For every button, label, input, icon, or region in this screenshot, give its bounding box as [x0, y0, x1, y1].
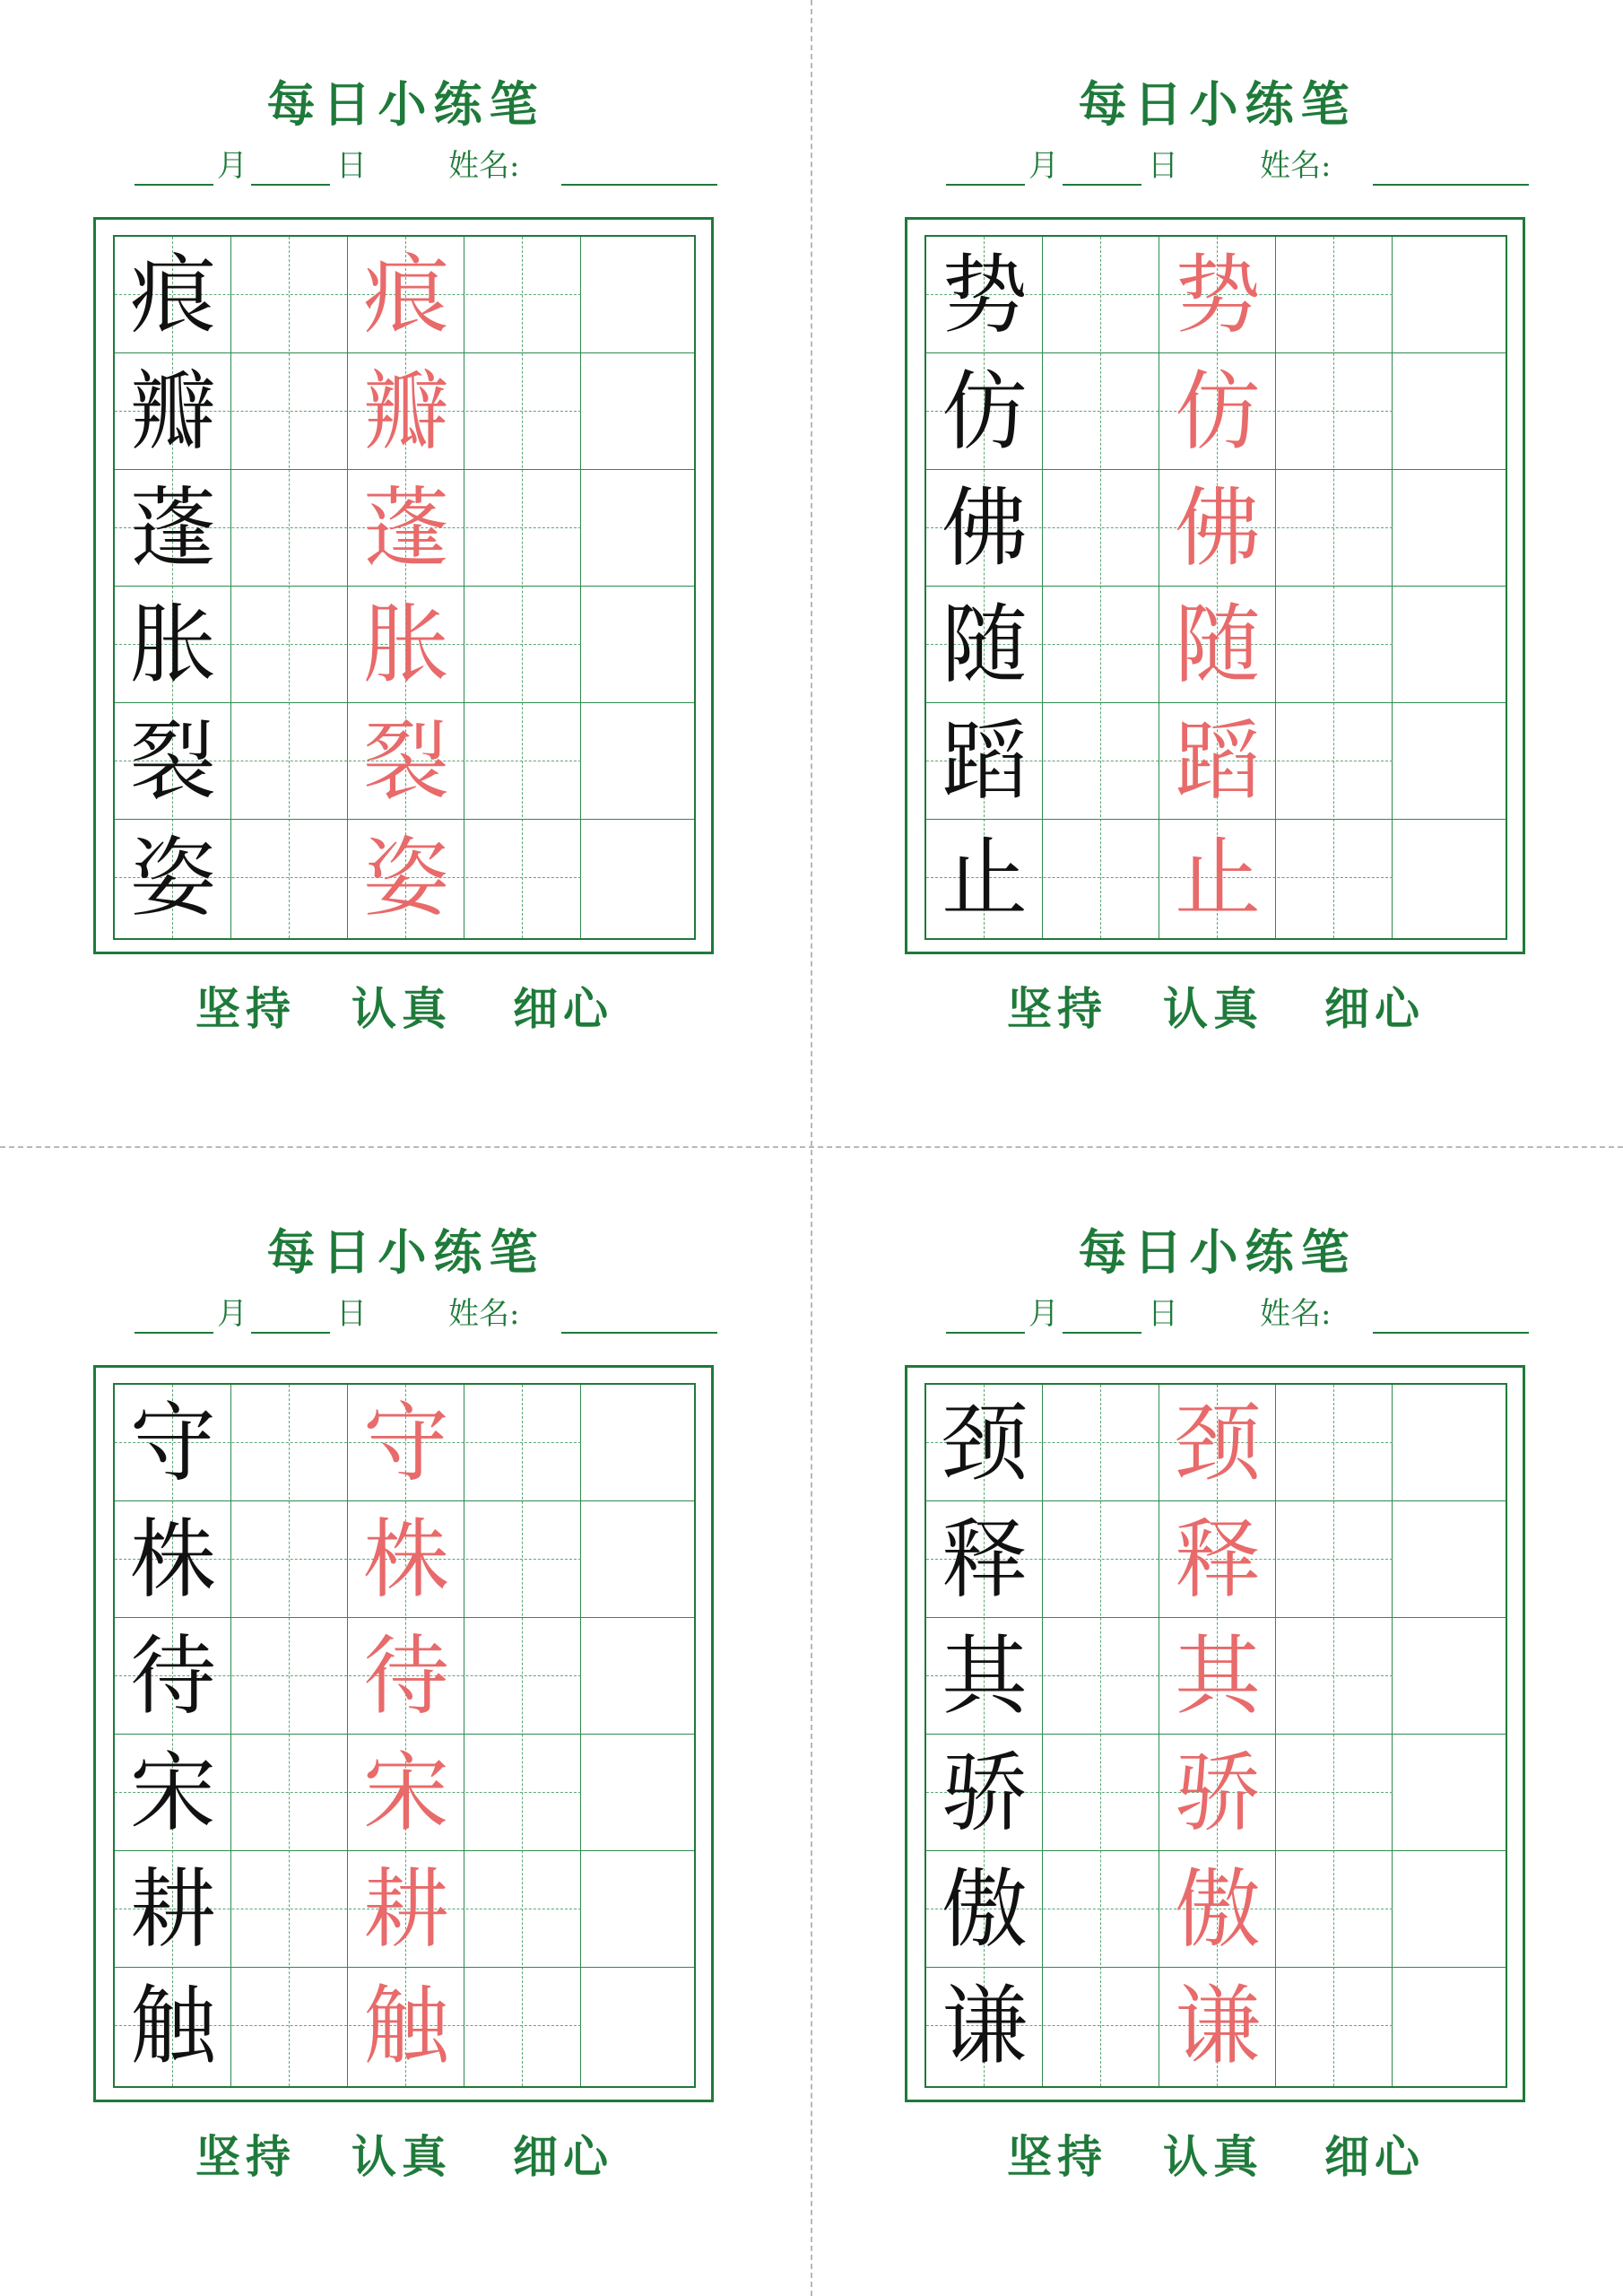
motto-text: 坚持 [195, 2130, 296, 2183]
motto-text: 细心 [513, 982, 613, 1035]
model-character: 待 [130, 1626, 216, 1726]
practice-sheet [93, 217, 714, 954]
trace-character: 裂 [363, 711, 449, 812]
model-character: 痕 [130, 245, 216, 345]
practice-grid [113, 235, 696, 940]
model-character: 随 [942, 595, 1028, 695]
practice-sheet [93, 1365, 714, 2102]
model-character: 骄 [942, 1743, 1028, 1843]
grid-line [1392, 237, 1393, 938]
grid-guide-line [1100, 237, 1101, 938]
day-label: 日 [336, 148, 367, 184]
motto-text: 坚持 [195, 982, 296, 1035]
model-character: 仿 [942, 361, 1028, 462]
model-character: 止 [942, 828, 1028, 928]
trace-character: 颈 [1175, 1393, 1261, 1493]
motto-text: 认真 [352, 2130, 452, 2183]
trace-character: 势 [1175, 245, 1261, 345]
model-character: 颈 [942, 1393, 1028, 1493]
model-character: 触 [130, 1976, 216, 2076]
trace-character: 仿 [1175, 361, 1261, 462]
grid-guide-line [289, 237, 290, 938]
trace-character: 佛 [1175, 478, 1261, 578]
trace-character: 待 [363, 1626, 449, 1726]
trace-character: 株 [363, 1509, 449, 1610]
practice-sheet [905, 217, 1525, 954]
day-label: 日 [1148, 148, 1178, 184]
motto-text: 坚持 [1007, 982, 1107, 1035]
worksheet-title: 每日小练笔 [266, 1223, 545, 1281]
month-label: 月 [217, 1296, 247, 1332]
day-blank[interactable] [1063, 1332, 1141, 1334]
grid-guide-line [1333, 237, 1334, 938]
name-blank[interactable] [1373, 1332, 1529, 1334]
trace-character: 其 [1175, 1626, 1261, 1726]
model-character: 株 [130, 1509, 216, 1610]
name-label: 姓名: [448, 1296, 520, 1332]
model-character: 蹈 [942, 711, 1028, 812]
name-label: 姓名: [1260, 1296, 1332, 1332]
model-character: 宋 [130, 1743, 216, 1843]
date-name-line [946, 148, 1529, 193]
model-character: 胀 [130, 595, 216, 695]
date-name-line [946, 1296, 1529, 1341]
motto-text: 认真 [352, 982, 452, 1035]
grid-guide-line [1100, 1385, 1101, 2086]
worksheet-title: 每日小练笔 [1078, 1223, 1357, 1281]
name-label: 姓名: [448, 148, 520, 184]
model-character: 耕 [130, 1859, 216, 1960]
trace-character: 宋 [363, 1743, 449, 1843]
month-blank[interactable] [946, 1332, 1025, 1334]
name-blank[interactable] [561, 1332, 717, 1334]
trace-character: 守 [363, 1393, 449, 1493]
grid-guide-line [1333, 1385, 1334, 2086]
name-blank[interactable] [1373, 184, 1529, 186]
trace-character: 骄 [1175, 1743, 1261, 1843]
date-name-line [135, 148, 717, 193]
trace-character: 随 [1175, 595, 1261, 695]
trace-character: 释 [1175, 1509, 1261, 1610]
worksheet-title: 每日小练笔 [266, 75, 545, 133]
motto-text: 细心 [513, 2130, 613, 2183]
model-character: 守 [130, 1393, 216, 1493]
trace-character: 触 [363, 1976, 449, 2076]
month-blank[interactable] [135, 184, 213, 186]
month-label: 月 [1028, 148, 1059, 184]
grid-guide-line [289, 1385, 290, 2086]
trace-character: 蓬 [363, 478, 449, 578]
motto-text: 细心 [1324, 2130, 1425, 2183]
month-label: 月 [217, 148, 247, 184]
trace-character: 傲 [1175, 1859, 1261, 1960]
grid-line [1392, 1385, 1393, 2086]
trace-character: 耕 [363, 1859, 449, 1960]
trace-character: 止 [1175, 828, 1261, 928]
trace-character: 痕 [363, 245, 449, 345]
worksheet-card [812, 0, 1623, 1148]
month-label: 月 [1028, 1296, 1059, 1332]
motto-text: 坚持 [1007, 2130, 1107, 2183]
practice-grid [924, 1383, 1507, 2088]
day-blank[interactable] [1063, 184, 1141, 186]
day-label: 日 [1148, 1296, 1178, 1332]
practice-grid [113, 1383, 696, 2088]
name-blank[interactable] [561, 184, 717, 186]
trace-character: 瓣 [363, 361, 449, 462]
grid-guide-line [522, 1385, 523, 2086]
practice-sheet [905, 1365, 1525, 2102]
day-blank[interactable] [251, 1332, 330, 1334]
grid-guide-line [522, 237, 523, 938]
day-blank[interactable] [251, 184, 330, 186]
model-character: 谦 [942, 1976, 1028, 2076]
trace-character: 谦 [1175, 1976, 1261, 2076]
trace-character: 蹈 [1175, 711, 1261, 812]
practice-grid [924, 235, 1507, 940]
month-blank[interactable] [135, 1332, 213, 1334]
grid-line [580, 237, 581, 938]
trace-character: 胀 [363, 595, 449, 695]
model-character: 释 [942, 1509, 1028, 1610]
trace-character: 姿 [363, 828, 449, 928]
model-character: 其 [942, 1626, 1028, 1726]
month-blank[interactable] [946, 184, 1025, 186]
date-name-line [135, 1296, 717, 1341]
model-character: 瓣 [130, 361, 216, 462]
model-character: 佛 [942, 478, 1028, 578]
worksheet-title: 每日小练笔 [1078, 75, 1357, 133]
name-label: 姓名: [1260, 148, 1332, 184]
motto-text: 认真 [1163, 2130, 1263, 2183]
model-character: 势 [942, 245, 1028, 345]
model-character: 裂 [130, 711, 216, 812]
day-label: 日 [336, 1296, 367, 1332]
model-character: 傲 [942, 1859, 1028, 1960]
worksheet-card [0, 1148, 812, 2296]
grid-line [580, 1385, 581, 2086]
worksheet-card [0, 0, 812, 1148]
motto-text: 认真 [1163, 982, 1263, 1035]
worksheet-card [812, 1148, 1623, 2296]
motto-text: 细心 [1324, 982, 1425, 1035]
model-character: 蓬 [130, 478, 216, 578]
model-character: 姿 [130, 828, 216, 928]
